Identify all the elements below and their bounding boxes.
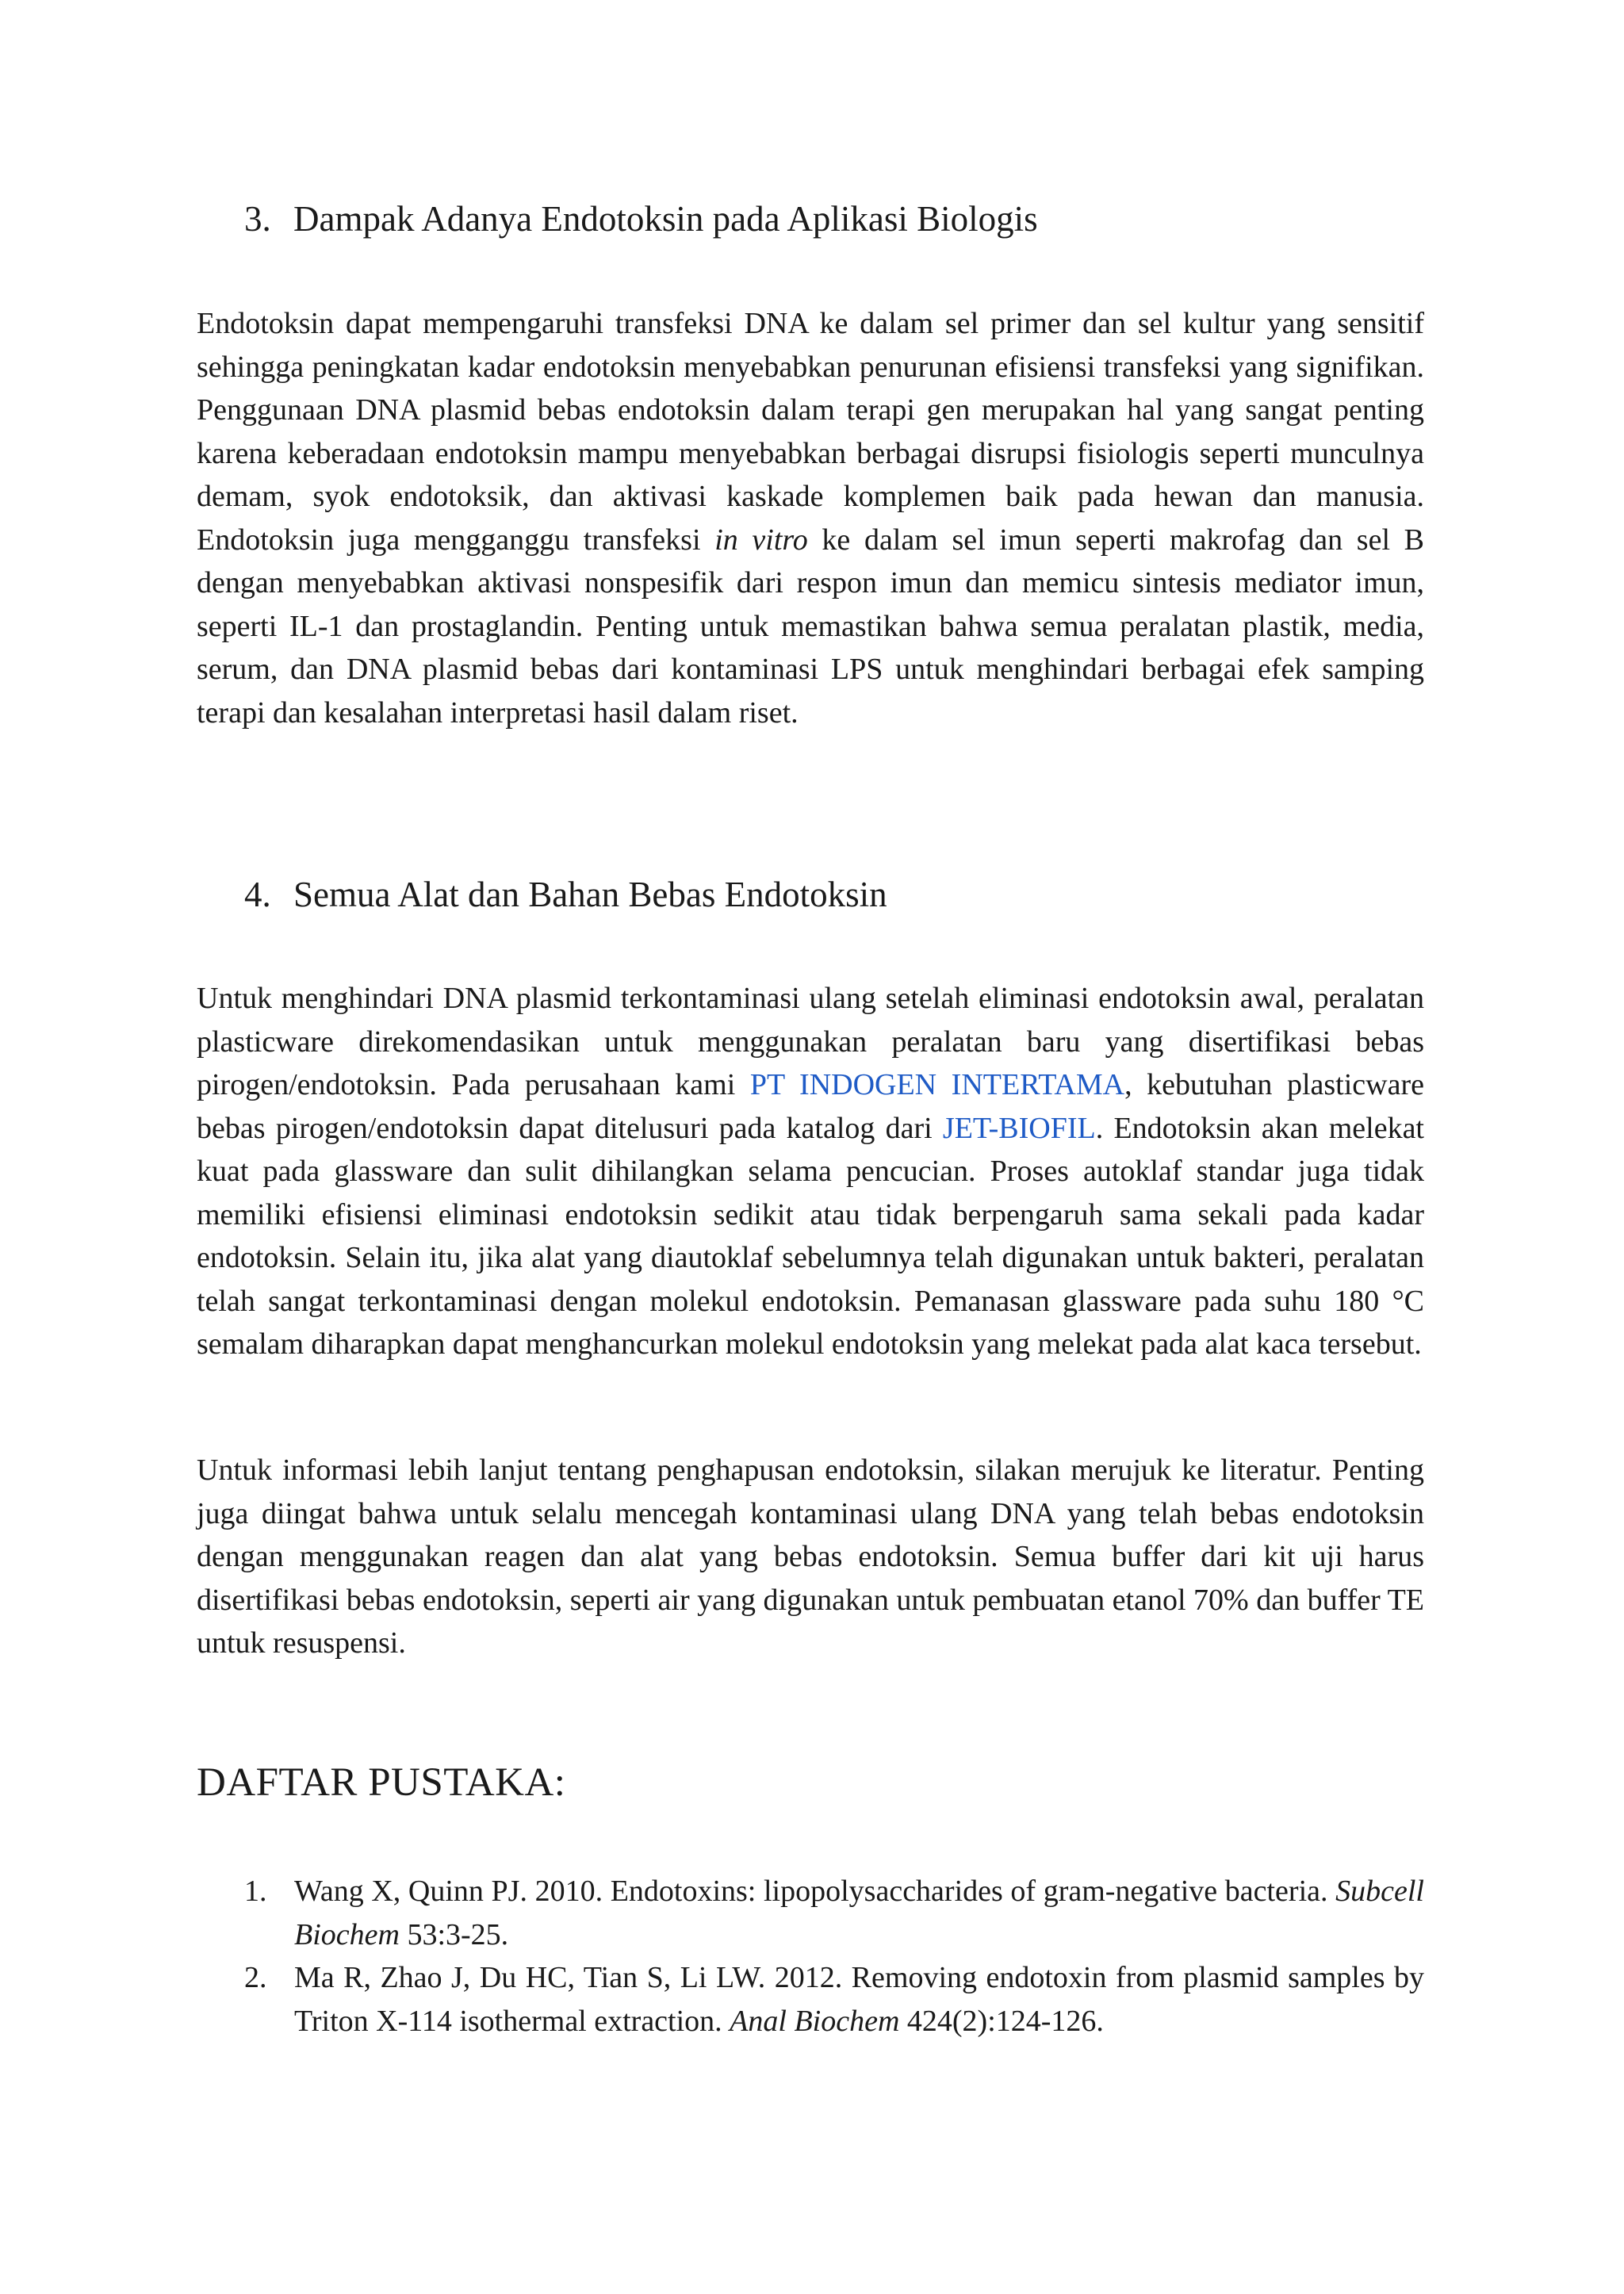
section-3-text-part2: ke dalam sel imun seperti makrofag dan sel B dengan menyebabkan aktivasi nonspesifik dari respon imun dan memicu sintesis mediator imun, seperti IL-1 dan prostaglandin. Penting untuk memastikan bahwa semua peralatan plastik, media, serum, dan DNA plasmid bebas dari kontaminasi LPS untuk menghindari berbagai efek samping terapi dan kesalahan interpretasi hasil dalam riset. [197,523,1425,730]
jet-biofil-link[interactable]: JET-BIOFIL [942,1111,1096,1145]
section-3-text-part1: Endotoksin dapat mempengaruhi transfeksi DNA ke dalam sel primer dan sel kultur yang sensitif sehingga peningkatan kadar endotoksin menyebabkan penurunan efisiensi transfeksi yang signifikan. Penggunaan DNA plasmid bebas endotoksin dalam terapi gen merupakan hal yang sangat penting karena keberadaan endotoksin mampu menyebabkan berbagai disrupsi fisiologis seperti munculnya demam, syok endotoksik, dan aktivasi kaskade komplemen baik pada hewan dan manusia. Endotoksin juga mengganggu transfeksi [197,307,1424,557]
section-4-number: 4. [244,875,271,914]
section-4-paragraph-1 [197,977,1424,1366]
reference-number: 2. [244,1961,267,1994]
reference-journal: Anal Biochem [730,2004,900,2038]
reference-text: Ma R, Zhao J, Du HC, Tian S, Li LW. 2012. Removing endotoxin from plasmid samples by Triton X-114 isothermal extraction. [294,1961,1424,2038]
references-list [244,1870,1424,2043]
section-3-heading [244,197,1038,241]
reference-number: 1. [244,1875,267,1908]
section-4-paragraph-2: Untuk informasi lebih lanjut tentang penghapusan endotoksin, silakan merujuk ke literatur. Penting juga diingat bahwa untuk selalu mencegah kontaminasi ulang DNA yang telah bebas endotoksin dengan menggunakan reagen dan alat yang bebas endotoksin. Semua buffer dari kit uji harus disertifikasi bebas endotoksin, seperti air yang digunakan untuk pembuatan etanol 70% dan buffer TE untuk resuspensi. [197,1453,1424,1660]
reference-detail: 424(2):124-126. [899,2004,1104,2038]
pt-indogen-intertama-link[interactable]: PT INDOGEN INTERTAMA [749,1068,1125,1101]
reference-text: Wang X, Quinn PJ. 2010. Endotoxins: lipopolysaccharides of gram-negative bacteria. [294,1875,1336,1908]
section-4-title: Semua Alat dan Bahan Bebas Endotoksin [293,875,887,914]
section-4-p1-part2: , kebutuhan plasticware bebas pirogen/endotoksin dapat ditelusuri pada katalog dari [197,1068,1424,1145]
references-heading: DAFTAR PUSTAKA: [197,1760,566,1805]
section-3-number: 3. [244,199,271,239]
section-4-p1-part1: Untuk menghindari DNA plasmid terkontaminasi ulang setelah eliminasi endotoksin awal, peralatan plasticware direkomendasikan untuk menggunakan peralatan baru yang disertifikasi bebas pirogen/endotoksin. Pada perusahaan kami [197,982,1424,1101]
reference-item [244,1870,1424,1956]
reference-detail: 53:3-25. [399,1917,509,1951]
section-3-paragraph [197,302,1424,734]
reference-journal: Subcell Biochem [294,1875,1424,1951]
reference-item [244,1956,1424,2043]
section-4-p1-part3: . Endotoksin akan melekat kuat pada glassware dan sulit dihilangkan selama pencucian. Proses autoklaf standar juga tidak memiliki efisiensi eliminasi endotoksin sedikit atau tidak berpengaruh sama sekali pada kadar endotoksin. Selain itu, jika alat yang diautoklaf sebelumnya telah digunakan untuk bakteri, peralatan telah sangat terkontaminasi dengan molekul endotoksin. Pemanasan glassware pada suhu 180 °C semalam diharapkan dapat menghancurkan molekul endotoksin yang melekat pada alat kaca tersebut. [197,1111,1424,1361]
in-vitro-italic: in vitro [714,523,808,557]
section-3-title: Dampak Adanya Endotoksin pada Aplikasi Biologis [293,199,1038,239]
section-4-heading [244,872,887,917]
